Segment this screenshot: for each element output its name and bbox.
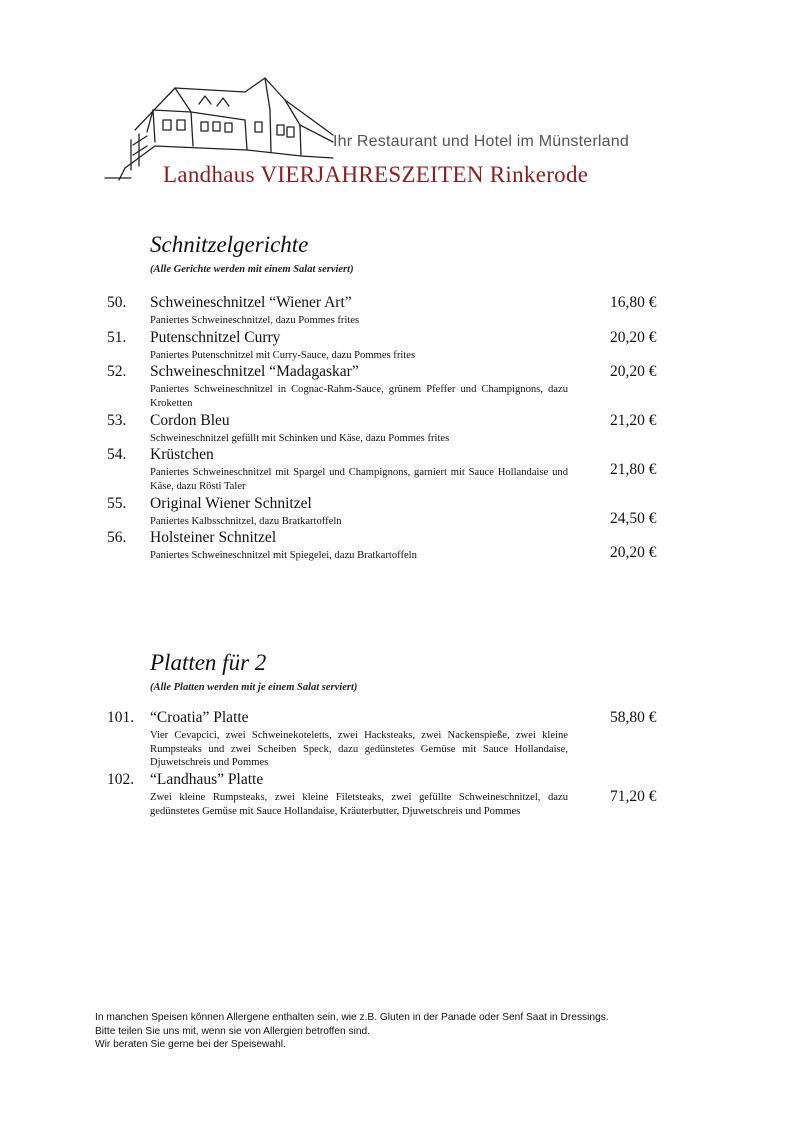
item-name: Krüstchen xyxy=(150,446,214,463)
item-description: Paniertes Schweineschnitzel, dazu Pommes frites xyxy=(150,315,360,326)
item-price: 20,20 € xyxy=(610,544,657,561)
item-name: Putenschnitzel Curry xyxy=(150,329,281,346)
allergy-footer xyxy=(95,1011,609,1052)
section-subtitle-schnitzel: (Alle Gerichte werden mit einem Salat serviert) xyxy=(150,264,354,275)
item-price: 21,20 € xyxy=(610,412,657,429)
item-price: 71,20 € xyxy=(610,788,657,805)
item-name: “Landhaus” Platte xyxy=(150,771,264,788)
tagline: Ihr Restaurant und Hotel im Münsterland xyxy=(333,133,629,150)
footer-line: Bitte teilen Sie uns mit, wenn sie von Allergien betroffen sind. xyxy=(95,1025,371,1037)
item-price: 20,20 € xyxy=(610,329,657,346)
item-description: Paniertes Schweineschnitzel in Cognac-Rahm-Sauce, grünem Pfeffer und Champignons, dazu Kroketten xyxy=(150,384,568,409)
section-subtitle-platten: (Alle Platten werden mit je einem Salat serviert) xyxy=(150,682,358,693)
footer-line: Wir beraten Sie gerne bei der Speisewahl. xyxy=(95,1039,286,1050)
item-name: Schweineschnitzel “Wiener Art” xyxy=(150,294,352,311)
item-description: Paniertes Putenschnitzel mit Curry-Sauce, dazu Pommes frites xyxy=(150,350,416,361)
item-description: Vier Cevapcici, zwei Schweinekoteletts, zwei Hacksteaks, zwei Nackenspieße, zwei kleine Rumpsteaks und zwei Scheiben Speck, dazu gedünstetes Gemüse mit Sauce Hollandaise, Djuwetschreis und Pommes xyxy=(150,730,568,768)
item-number: 55. xyxy=(107,495,127,512)
item-description: Schweineschnitzel gefüllt mit Schinken und Käse, dazu Pommes frites xyxy=(150,433,450,444)
item-price: 58,80 € xyxy=(610,709,657,726)
page-header xyxy=(95,70,655,200)
item-name: Schweineschnitzel “Madagaskar” xyxy=(150,363,359,380)
item-number: 50. xyxy=(107,294,127,311)
item-description: Paniertes Schweineschnitzel mit Spiegelei, dazu Bratkartoffeln xyxy=(150,550,417,561)
item-name: Holsteiner Schnitzel xyxy=(150,529,277,546)
item-number: 53. xyxy=(107,412,127,429)
item-number: 101. xyxy=(107,709,135,726)
item-number: 56. xyxy=(107,529,127,546)
item-number: 52. xyxy=(107,363,127,380)
item-name: Original Wiener Schnitzel xyxy=(150,495,312,512)
item-price: 21,80 € xyxy=(610,461,657,478)
item-number: 102. xyxy=(107,771,135,788)
item-name: Cordon Bleu xyxy=(150,412,230,429)
section-title-platten: Platten für 2 xyxy=(150,650,267,675)
item-price: 16,80 € xyxy=(610,294,657,311)
section-title-schnitzel: Schnitzelgerichte xyxy=(150,232,309,257)
item-number: 51. xyxy=(107,329,127,346)
item-number: 54. xyxy=(107,446,127,463)
footer-line: In manchen Speisen können Allergene enthalten sein, wie z.B. Gluten in der Panade oder Senf Saat in Dressings. xyxy=(95,1012,609,1023)
item-name: “Croatia” Platte xyxy=(150,709,249,726)
item-description: Zwei kleine Rumpsteaks, zwei kleine Filetsteaks, zwei gefüllte Schweineschnitzel, dazu gedünstetes Gemüse mit Sauce Hollandaise, Kräuterbutter, Djuwetschreis und Pommes xyxy=(150,792,568,817)
item-price: 20,20 € xyxy=(610,363,657,380)
brand-name: Landhaus VIERJAHRESZEITEN Rinkerode xyxy=(163,162,589,187)
item-price: 24,50 € xyxy=(610,510,657,527)
item-description: Paniertes Kalbsschnitzel, dazu Bratkartoffeln xyxy=(150,516,342,527)
item-description: Paniertes Schweineschnitzel mit Spargel und Champignons, garniert mit Sauce Hollandaise und Käse, dazu Rösti Taler xyxy=(150,467,568,492)
